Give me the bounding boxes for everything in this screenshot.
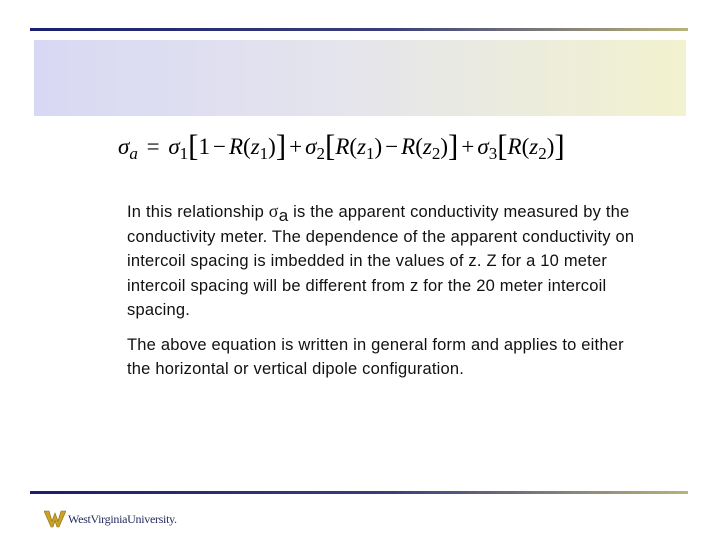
eq-sigma-1-sub: 1	[179, 144, 189, 163]
top-divider	[30, 28, 688, 31]
eq-sigma-3: σ	[477, 134, 489, 159]
eq-z-2: z	[357, 134, 367, 159]
eq-paren-open-4: (	[521, 134, 530, 159]
inline-sigma-symbol: σ	[268, 201, 279, 221]
eq-minus-2: −	[385, 134, 399, 159]
eq-z-4: z	[529, 134, 539, 159]
title-band	[34, 40, 686, 116]
conductivity-equation	[118, 126, 638, 166]
eq-paren-close-4: )	[546, 134, 555, 159]
eq-paren-open-3: (	[415, 134, 423, 159]
bottom-divider	[30, 491, 688, 494]
eq-z-4-sub: 2	[538, 144, 547, 163]
eq-equals: =	[146, 134, 160, 159]
inline-sigma-a	[268, 201, 289, 225]
eq-z-1-sub: 1	[259, 144, 269, 163]
eq-bracket-close-2: ]	[448, 128, 459, 163]
paragraph-general-form: The above equation is written in general form and applies to either the horizontal or vertical dipole configuration.	[127, 335, 624, 378]
eq-bracket-open-2: [	[325, 128, 336, 163]
paragraph-1-after: is the apparent conductivity measured by the conductivity meter. The dependence of the apparent conductivity on intercoil spacing is imbedded in the values of z. Z for a 10 meter intercoil spacing will be different from z for the 20 meter intercoil spacing.	[127, 203, 635, 319]
eq-sigma-a: σ	[118, 134, 130, 159]
eq-plus-2: +	[461, 134, 475, 159]
eq-plus-1: +	[289, 134, 303, 159]
eq-z-2-sub: 1	[366, 144, 375, 163]
paragraph-1-before: In this relationship	[127, 203, 269, 221]
body-text	[127, 199, 647, 382]
university-name: WestVirginiaUniversity.	[68, 511, 177, 526]
inline-sigma-sub: a	[278, 206, 289, 225]
eq-paren-open-2: (	[349, 134, 358, 159]
paragraph-relationship	[127, 199, 647, 323]
eq-minus-1: −	[213, 134, 226, 159]
eq-R-3: R	[401, 134, 416, 159]
eq-sigma-a-sub: a	[129, 144, 138, 163]
eq-sigma-3-sub: 3	[488, 144, 498, 163]
eq-one: 1	[198, 134, 210, 159]
eq-paren-close-2: )	[374, 134, 383, 159]
eq-R-4: R	[507, 134, 522, 159]
eq-bracket-open-1: [	[188, 128, 199, 163]
eq-z-3-sub: 2	[431, 144, 441, 163]
eq-R-1: R	[228, 134, 244, 159]
wv-logo-icon	[44, 509, 66, 529]
eq-bracket-close-3: ]	[554, 128, 565, 163]
eq-sigma-2-sub: 2	[316, 144, 325, 163]
eq-paren-open-1: (	[243, 134, 251, 159]
eq-z-3: z	[422, 134, 432, 159]
eq-sigma-1: σ	[168, 134, 180, 159]
eq-paren-close-3: )	[440, 134, 449, 159]
eq-R-2: R	[335, 134, 350, 159]
eq-bracket-open-3: [	[497, 128, 508, 163]
eq-bracket-close-1: ]	[275, 128, 287, 163]
university-logo[interactable]	[44, 507, 177, 531]
eq-sigma-2: σ	[305, 134, 317, 159]
eq-z-1: z	[250, 134, 260, 159]
eq-paren-close-1: )	[268, 134, 276, 159]
